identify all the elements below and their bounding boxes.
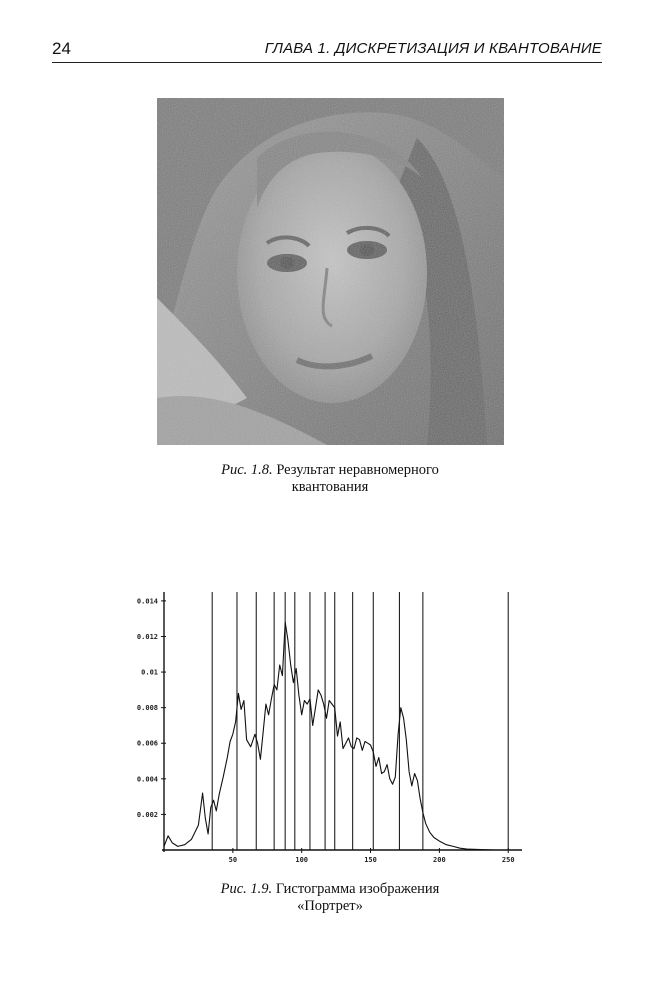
page-number: 24	[52, 39, 71, 58]
histogram-chart	[120, 580, 540, 880]
running-head	[52, 38, 602, 63]
x-tick-label: 150	[364, 856, 377, 864]
y-tick-label: 0.002	[136, 810, 158, 819]
figure-2-caption	[150, 881, 510, 915]
figure-2-caption-line1: Гистограмма изображения	[275, 881, 440, 897]
y-tick-label: 0.004	[136, 775, 158, 784]
x-tick-label: 50	[228, 856, 238, 864]
y-tick-label: 0.012	[136, 632, 158, 641]
y-tick-label: 0.008	[136, 704, 158, 713]
figure-1-label: Рис. 1.8.	[221, 462, 273, 478]
x-tick-label: 100	[295, 856, 309, 864]
x-tick-label: 200	[433, 856, 446, 864]
histogram-svg	[120, 580, 540, 880]
x-tick-label: 250	[501, 856, 515, 864]
chapter-title: ГЛАВА 1. ДИСКРЕТИЗАЦИЯ И КВАНТОВАНИЕ	[264, 40, 602, 57]
portrait-image	[157, 98, 504, 445]
y-tick-label: 0.014	[136, 597, 158, 606]
y-tick-label: 0.01	[141, 668, 158, 677]
figure-1-caption-line2: квантования	[291, 479, 369, 495]
portrait-photo	[157, 98, 504, 445]
y-tick-label: 0.006	[136, 739, 158, 748]
figure-2-label: Рис. 1.9.	[220, 881, 273, 897]
histogram-series-line	[164, 622, 515, 850]
figure-1-caption-line1: Результат неравномерного	[276, 462, 439, 478]
figure-2-caption-line2: «Портрет»	[297, 898, 363, 914]
figure-1-caption	[150, 462, 510, 496]
